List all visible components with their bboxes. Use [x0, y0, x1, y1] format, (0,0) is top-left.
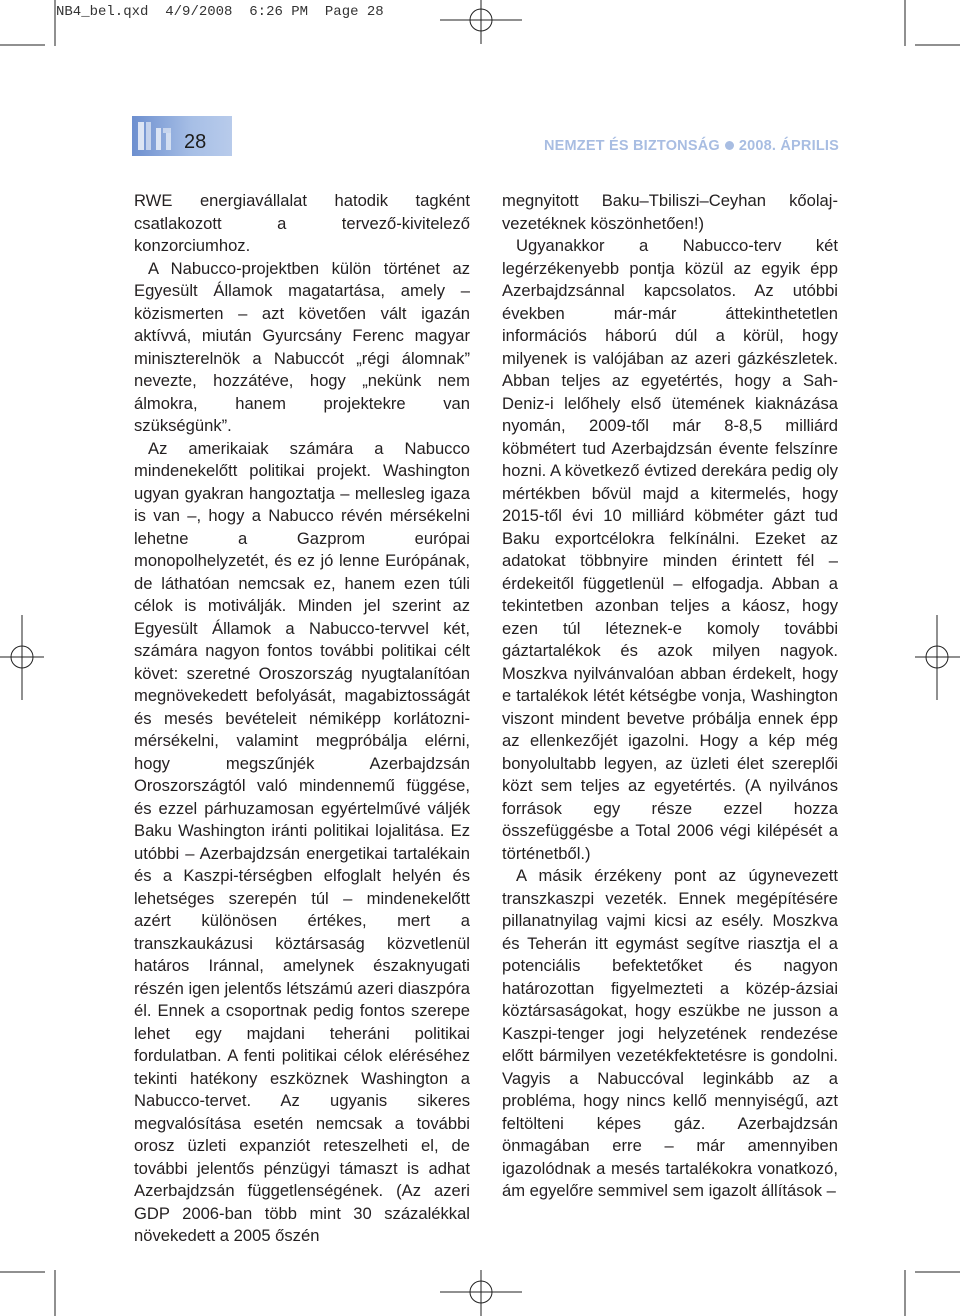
paragraph: megnyitott Baku–Tbiliszi–Ceyhan kőolaj-vezetéknek köszönhetően!) — [502, 191, 838, 233]
paragraph: A másik érzékeny pont az úgynevezett transzkaszpi vezeték. Ennek megépítésére pillanatnyilag vajmi kicsi az esély. Moszkva és Teherán itt egymást segítve riasztja el a potenciális befektetőket és nagyon határozottan figyelmezteti a közép-ázsiai köztársaságokat, hogy eszükbe ne jusson a Kaszpi-tenger jogi helyzetének rendezése előtt bármilyen vezetékfektetésre is gondolni. Vagyis a Nabuccóval leginkább az a probléma, hogy nincs kellő mennyiségű, azt feltölteni képes gáz. Azerbajdzsán önmagában erre – már amennyiben igazolódnak a mesés tartalékokra vonatkozó, ám egyelőre semmivel sem igazolt állítások – — [502, 866, 838, 1200]
running-head — [544, 138, 839, 154]
right-column — [502, 190, 838, 1203]
slug-time: 6:26 PM — [249, 4, 309, 20]
slug-date: 4/9/2008 — [165, 4, 233, 20]
paragraph: Ugyanakkor a Nabucco-terv két legérzékenyebb pontja közül az egyik épp Azerbajdzsánnal kapcsolatos. Az utóbbi években már-már áttekinthetetlen információs háború dúl a körül, hogy milyenek is valójában az azeri gázkészletek. Abban teljes az egyetértés, hogy a Sah-Deniz-i lelőhely első ütemének kiaknázása nyomán, 2009-től már 8-8,5 milliárd köbmétert tud Azerbajdzsán évente felszínre hozni. A következő évtized derekára pedig oly mértékben bővül majd a kitermelés, hogy 2015-től évi 10 milliárd köbméter gázt tud Baku exportcélokra felkínálni. Ezeket az adatokat többnyire minden érintett fél – érdekeitől függetlenül – elfogadja. Abban a tekintetben azonban teljes a káosz, hogy ezen túl léteznek-e komoly további gáztartalékok és azok milyen nagyok. Moszkva nyilvánvalóan abban érdekelt, hogy e tartalékok létét kétségbe vonja, Washington viszont mindent bevetve próbálja ennek épp az ellenkezőjét igazolni. Hogy a kép még bonyolultabb legyen, az üzleti élet szereplői közt sem teljes az egyetértés. (A nyilvános források egy része ezzel hozza összefüggésbe a Total 2006 végi kilépését a történetből.) — [502, 236, 838, 863]
journal-name: NEMZET ÉS BIZTONSÁG — [543, 138, 720, 154]
slug-page: Page 28 — [324, 4, 384, 20]
page-number: 28 — [184, 131, 207, 153]
journal-logo-icon — [136, 118, 176, 154]
paragraph: Az amerikaiak számára a Nabucco mindenekelőtt politikai projekt. Washington ugyan gyakran hangoztatja – mellesleg igaza is van –, hogy a Nabucco révén mérsékelni lehetne a Gazprom európai monopolhelyzetét, és ez jó lenne Európának, de láthatóan nemcsak ez, hanem ezen túli célok is motiválják. Minden jel szerint az Egyesült Államok a Nabucco-tervvel két, számára nagyon fontos további politikai célt követ: szeretné Oroszország nyugtalanítóan megnövekedett befolyását, magabiztosságát és mesés bevételeit némiképp korlátozni-mérsékelni, valamint megpróbálja elérni, hogy megszűnjék Azerbajdzsán Oroszországtól való mindennemű függése, és ezzel párhuzamosan egyértelművé váljék Baku Washington iránti politikai lojalitása. Ez utóbbi – Azerbajdzsán energetikai tartalékain és a Kaszpi-térségben elfoglalt helyén és lehetséges szerepén túl – mindenekelőtt azért különösen értékes, mert a transzkaukázusi köztársaság közvetlenül határos Iránnal, amelynek északnyugati részén igen jelentős létszámú azeri diaszpóra él. Ennek a csoportnak pedig fontos szerepe lehet egy majdani teheráni politikai fordulatban. A fenti politikai célok eléréséhez tekinti hatékony eszköznek Washington a Nabucco-tervet. Az ugyanis sikeres megvalósítása esetén nemcsak a további orosz üzleti expanziót reteszelheti el, de további jelentős pénzügyi támaszt is adhat Azerbajdzsán függetlenségének. (Az azeri GDP 2006-ban több mint 30 százalékkal növekedett a 2005 őszén — [134, 438, 470, 1245]
issue-date: 2008. ÁPRILIS — [738, 138, 839, 154]
left-column — [134, 190, 470, 1248]
bullet-dot-icon — [725, 141, 734, 150]
slug-file: NB4_bel.qxd — [56, 4, 149, 20]
paragraph: A Nabucco-projektben külön történet az Egyesült Államok magatartása, amely – közismerten – azt követően vált igazán aktívvá, miután Gyurcsány Ferenc magyar miniszterelnök a Nabuccót „régi álomnak” nevezte, hozzátéve, hogy „nekünk nem álmokra, hanem projektekre van szükségünk”. — [134, 258, 470, 435]
paragraph: RWE energiavállalat hatodik tagként csatlakozott a tervező-kivitelező konzorciumhoz. — [134, 191, 470, 255]
